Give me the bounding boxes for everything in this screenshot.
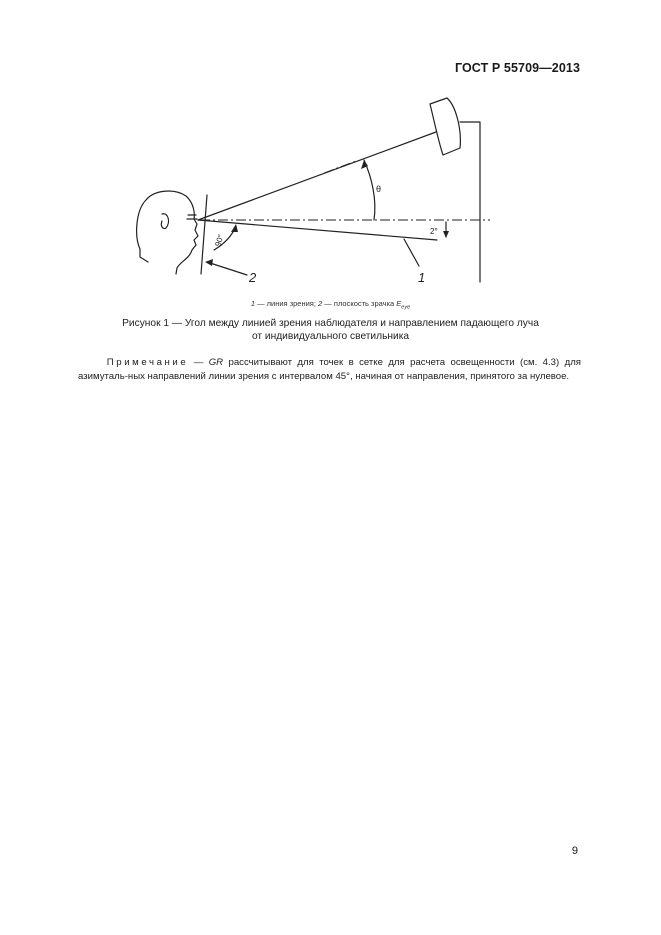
legend-symbol: E [396,299,402,308]
legend-symbol-subscript: eye [401,304,411,311]
figure-diagram [0,0,661,300]
page-number: 9 [571,845,578,857]
legend-num-1: 1 [250,299,255,308]
label-2: 2 [249,270,257,285]
standard-header: ГОСТ Р 55709—2013 [454,61,580,75]
leader-2-arrow [205,259,213,266]
figure-legend [0,299,661,311]
two-degree-label: 2° [430,227,438,236]
ninety-degree-label: 90° [213,233,226,248]
caption-line-1: Рисунок 1 — Угол между линией зрения наблюдателя и направлением падающего луча [122,318,539,329]
note-prefix: Примечание [106,357,189,368]
legend-text-1: — линия зрения; [254,299,319,308]
theta-label: θ [376,184,382,194]
label-1: 1 [418,270,426,285]
light-ray [198,132,436,220]
legend-text-2: — плоскость зрачка [322,299,397,308]
luminaire [430,98,460,155]
observer-ear [161,214,168,229]
note-paragraph [78,356,581,383]
note-dash: — [188,357,209,368]
two-degree-arrow [443,231,449,238]
caption-line-2: от индивидуального светильника [251,331,410,342]
legend-num-2: 2 [318,299,323,308]
observer-eye [187,215,197,219]
leader-2 [207,262,247,275]
theta-arc [364,160,375,220]
note-text: рассчитывают для точек в сетке для расчета освещенности (см. 4.3) для азимуталь-ных направлений линии зрения с интервалом 45°, начиная от направления, принятого за нулевое. [78,357,581,382]
note-gr: GR [208,357,224,368]
leader-1 [404,239,419,266]
ninety-degree-arrow [231,224,238,232]
figure-caption [0,317,661,343]
observer-head [137,191,198,274]
wall-line [460,122,480,282]
